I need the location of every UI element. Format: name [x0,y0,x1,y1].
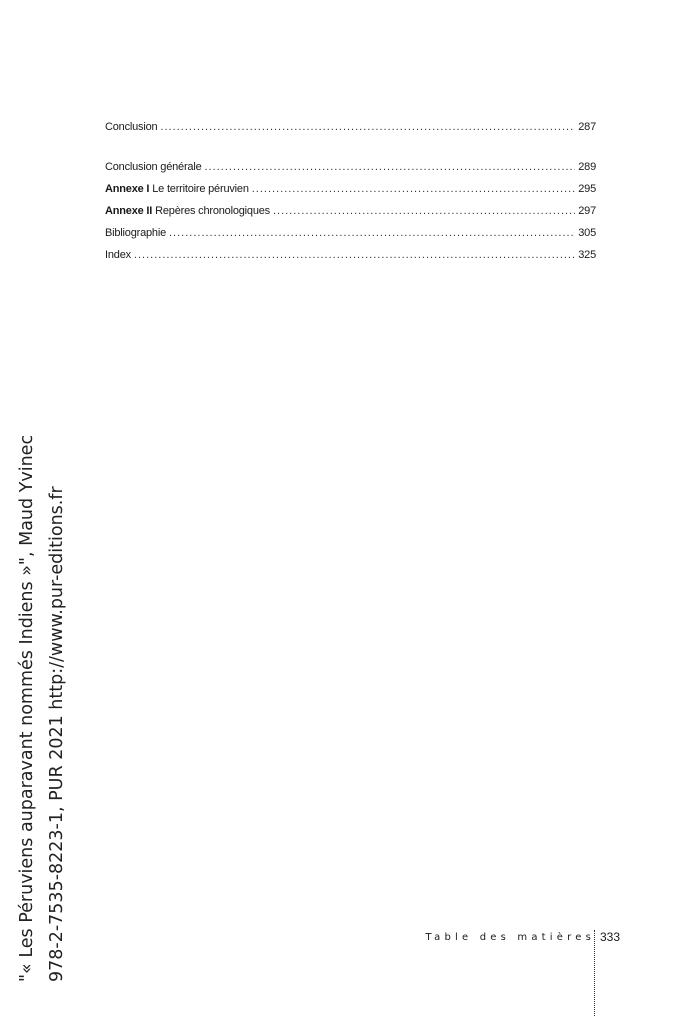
footer-section-title: Table des matières [425,932,595,943]
toc-entry-page: 295 [578,183,596,195]
toc-entry-bold-prefix: Annexe II [105,205,153,217]
toc-entry-page: 289 [578,161,596,173]
toc-entry-label: Conclusion [105,121,158,133]
toc-entry-label: Annexe II Repères chronologiques [105,205,270,217]
side-copyright-notice [12,434,92,982]
leader-dots [273,205,575,217]
toc-entry-annexe-1[interactable] [105,183,596,205]
toc-entry-label: Conclusion générale [105,161,202,173]
toc-entry-page: 287 [578,121,596,133]
footer-dotted-rule [594,930,595,1016]
running-footer [425,930,621,950]
toc-entry-page: 297 [578,205,596,217]
footer-page-number: 333 [600,930,621,944]
leader-dots [169,227,575,239]
toc-entry-label: Index [105,249,131,261]
toc-entry-page: 325 [578,249,596,261]
leader-dots [252,183,575,195]
toc-entry-label: Annexe I Le territoire péruvien [105,183,249,195]
toc-entry-conclusion-generale[interactable] [105,161,596,183]
toc-entry-bold-prefix: Annexe I [105,183,150,195]
toc-entry-bibliographie[interactable] [105,227,596,249]
toc-entry-conclusion[interactable] [105,121,596,143]
leader-dots [205,161,576,173]
side-notice-line-2: 978-2-7535-8223-1, PUR 2021 http://www.pur-editions.fr [47,486,67,982]
side-notice-line-1: "« Les Péruviens auparavant nommés Indiens »", Maud Yvinec [17,434,37,982]
toc-entry-label: Bibliographie [105,227,166,239]
leader-dots [134,249,575,261]
toc-entry-annexe-2[interactable] [105,205,596,227]
table-of-contents [105,121,596,271]
leader-dots [160,121,575,133]
toc-entry-index[interactable] [105,249,596,271]
toc-entry-page: 305 [578,227,596,239]
